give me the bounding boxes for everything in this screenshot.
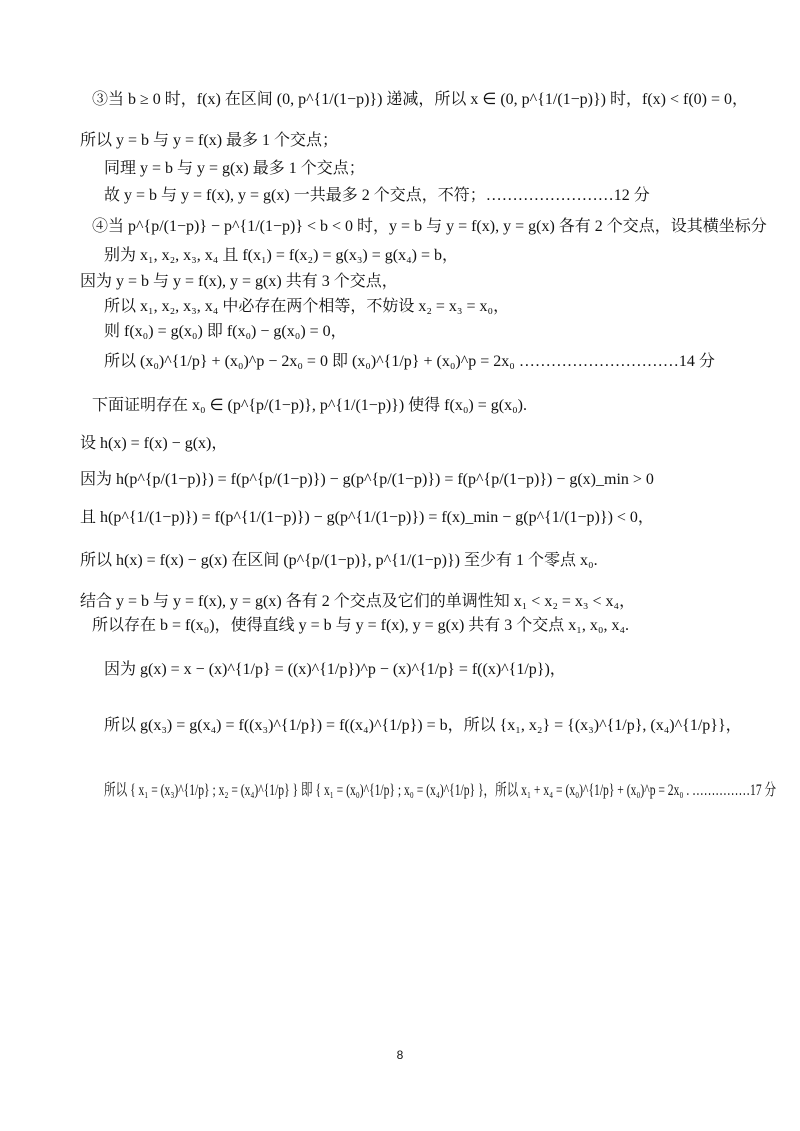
text-line-8: 所以 x₁, x₂, x₃, x₄ 中必存在两个相等，不妨设 x₂ = x₃ = x₀， <box>104 298 510 315</box>
text-line-10: 所以 (x₀)^{1/p} + (x₀)^p − 2x₀ = 0 即 (x₀)^{1/p} + (x₀)^p = 2x₀ …………………………14 分 <box>104 353 715 370</box>
text-line-20: 所以 { x₁ = (x₃)^{1/p} ; x₂ = (x₄)^{1/p} } 即 { x₁ = (x₀)^{1/p} ; x₀ = (x₄)^{1/p} }，所以 x₁ + x₄ = (x₀)^{1/p} + (x₀)^p = 2x₀ . ……………17 分 <box>104 782 777 799</box>
text-line-15: 所以 h(x) = f(x) − g(x) 在区间 (p^{p/(1−p)}, p^{1/(1−p)}) 至少有 1 个零点 x₀. <box>80 552 598 569</box>
text-line-5: ④当 p^{p/(1−p)} − p^{1/(1−p)} < b < 0 时，y = b 与 y = f(x), y = g(x) 各有 2 个交点，设其横坐标分 <box>92 218 767 235</box>
text-line-17: 所以存在 b = f(x₀)，使得直线 y = b 与 y = f(x), y = g(x) 共有 3 个交点 x₁, x₀, x₄. <box>92 617 630 634</box>
page-number: 8 <box>396 1048 404 1062</box>
text-line-12: 设 h(x) = f(x) − g(x)， <box>80 435 228 452</box>
text-line-6: 别为 x₁, x₂, x₃, x₄ 且 f(x₁) = f(x₂) = g(x₃) = g(x₄) = b， <box>104 247 459 264</box>
text-line-3: 同理 y = b 与 y = g(x) 最多 1 个交点； <box>104 160 365 177</box>
text-line-4: 故 y = b 与 y = f(x), y = g(x) 一共最多 2 个交点，不符；……………………12 分 <box>104 187 650 204</box>
text-line-9: 则 f(x₀) = g(x₀) 即 f(x₀) − g(x₀) = 0， <box>104 323 347 340</box>
text-line-18: 因为 g(x) = x − (x)^{1/p} = ((x)^{1/p})^p − (x)^{1/p} = f((x)^{1/p})， <box>104 661 566 678</box>
text-line-16: 结合 y = b 与 y = f(x), y = g(x) 各有 2 个交点及它们的单调性知 x₁ < x₂ = x₃ < x₄， <box>80 593 636 610</box>
text-line-14: 且 h(p^{1/(1−p)}) = f(p^{1/(1−p)}) − g(p^{1/(1−p)}) = f(x)_min − g(p^{1/(1−p)}) < 0， <box>80 509 654 526</box>
text-line-1: ③当 b ≥ 0 时，f(x) 在区间 (0, p^{1/(1−p)}) 递减，所以 x ∈ (0, p^{1/(1−p)}) 时，f(x) < f(0) = 0， <box>92 91 749 108</box>
text-line-2: 所以 y = b 与 y = f(x) 最多 1 个交点； <box>80 132 339 149</box>
text-line-19: 所以 g(x₃) = g(x₄) = f((x₃)^{1/p}) = f((x₄)^{1/p}) = b，所以 {x₁, x₂} = {(x₃)^{1/p}, (x₄)^{1/p}}， <box>104 717 742 734</box>
text-line-7: 因为 y = b 与 y = f(x), y = g(x) 共有 3 个交点， <box>80 273 398 290</box>
text-line-11: 下面证明存在 x₀ ∈ (p^{p/(1−p)}, p^{1/(1−p)}) 使得 f(x₀) = g(x₀). <box>92 397 527 414</box>
text-line-13: 因为 h(p^{p/(1−p)}) = f(p^{p/(1−p)}) − g(p^{p/(1−p)}) = f(p^{p/(1−p)}) − g(x)_min > 0 <box>80 471 654 488</box>
